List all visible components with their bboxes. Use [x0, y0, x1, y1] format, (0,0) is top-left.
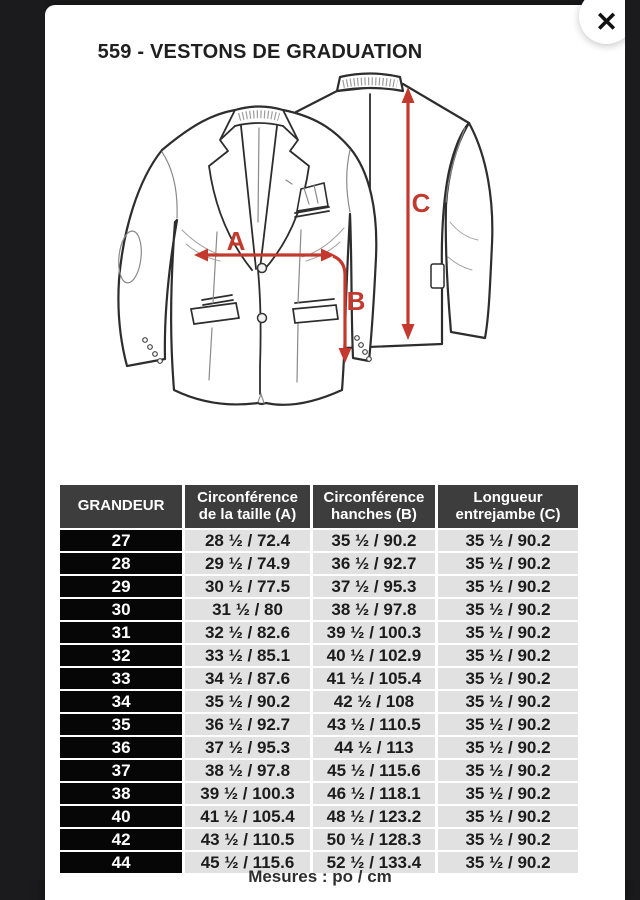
hips-cell: 36 ½ / 92.7 [313, 553, 435, 574]
measure-units-note: Mesures : po / cm [248, 867, 392, 886]
hips-cell: 38 ½ / 97.8 [313, 599, 435, 620]
hips-cell: 46 ½ / 118.1 [313, 783, 435, 804]
inseam-cell: 35 ½ / 90.2 [438, 760, 578, 781]
size-cell: 44 [60, 852, 182, 873]
waist-cell: 43 ½ / 110.5 [185, 829, 310, 850]
size-table-body [60, 530, 578, 873]
size-chart-modal [45, 5, 625, 900]
hips-cell: 42 ½ / 108 [313, 691, 435, 712]
table-row [60, 783, 578, 804]
waist-cell: 29 ½ / 74.9 [185, 553, 310, 574]
size-cell: 29 [60, 576, 182, 597]
table-row [60, 622, 578, 643]
hips-cell: 40 ½ / 102.9 [313, 645, 435, 666]
waist-cell: 37 ½ / 95.3 [185, 737, 310, 758]
table-row [60, 760, 578, 781]
hips-cell: 37 ½ / 95.3 [313, 576, 435, 597]
inseam-cell: 35 ½ / 90.2 [438, 668, 578, 689]
size-cell: 38 [60, 783, 182, 804]
label-a: A [226, 226, 246, 256]
hips-cell: 44 ½ / 113 [313, 737, 435, 758]
table-row [60, 668, 578, 689]
inseam-cell: 35 ½ / 90.2 [438, 553, 578, 574]
hips-cell: 41 ½ / 105.4 [313, 668, 435, 689]
header-waist: Circonférence de la taille (A) [185, 485, 310, 528]
size-cell: 33 [60, 668, 182, 689]
inseam-cell: 35 ½ / 90.2 [438, 645, 578, 666]
header-inseam: Longueur entrejambe (C) [438, 485, 578, 528]
table-row [60, 806, 578, 827]
table-row [60, 645, 578, 666]
waist-cell: 33 ½ / 85.1 [185, 645, 310, 666]
size-chart-table [57, 483, 581, 875]
size-cell: 36 [60, 737, 182, 758]
size-cell: 40 [60, 806, 182, 827]
waist-cell: 45 ½ / 115.6 [185, 852, 310, 873]
page-background-left [0, 0, 45, 880]
waist-cell: 30 ½ / 77.5 [185, 576, 310, 597]
waist-cell: 31 ½ / 80 [185, 599, 310, 620]
label-c: C [411, 188, 431, 218]
hips-cell: 43 ½ / 110.5 [313, 714, 435, 735]
waist-cell: 32 ½ / 82.6 [185, 622, 310, 643]
waist-cell: 35 ½ / 90.2 [185, 691, 310, 712]
table-header-row [60, 485, 578, 528]
waist-cell: 34 ½ / 87.6 [185, 668, 310, 689]
table-row [60, 714, 578, 735]
waist-cell: 38 ½ / 97.8 [185, 760, 310, 781]
waist-cell: 36 ½ / 92.7 [185, 714, 310, 735]
hips-cell: 48 ½ / 123.2 [313, 806, 435, 827]
hips-cell: 50 ½ / 128.3 [313, 829, 435, 850]
inseam-cell: 35 ½ / 90.2 [438, 530, 578, 551]
inseam-cell: 35 ½ / 90.2 [438, 714, 578, 735]
size-cell: 34 [60, 691, 182, 712]
size-cell: 31 [60, 622, 182, 643]
table-row [60, 737, 578, 758]
jacket-measurement-diagram [98, 72, 542, 420]
inseam-cell: 35 ½ / 90.2 [438, 783, 578, 804]
table-row [60, 530, 578, 551]
size-cell: 42 [60, 829, 182, 850]
waist-cell: 41 ½ / 105.4 [185, 806, 310, 827]
hips-cell: 52 ½ / 133.4 [313, 852, 435, 873]
hips-cell: 45 ½ / 115.6 [313, 760, 435, 781]
size-cell: 28 [60, 553, 182, 574]
label-b: B [346, 286, 366, 316]
table-row [60, 599, 578, 620]
inseam-cell: 35 ½ / 90.2 [438, 852, 578, 873]
inseam-cell: 35 ½ / 90.2 [438, 576, 578, 597]
inseam-cell: 35 ½ / 90.2 [438, 806, 578, 827]
header-hips: Circonférence hanches (B) [313, 485, 435, 528]
table-row [60, 691, 578, 712]
inseam-cell: 35 ½ / 90.2 [438, 599, 578, 620]
inseam-cell: 35 ½ / 90.2 [438, 829, 578, 850]
table-row [60, 576, 578, 597]
table-row [60, 829, 578, 850]
hips-cell: 35 ½ / 90.2 [313, 530, 435, 551]
modal-title: 559 - VESTONS DE GRADUATION [97, 41, 423, 63]
size-cell: 27 [60, 530, 182, 551]
size-cell: 37 [60, 760, 182, 781]
inseam-cell: 35 ½ / 90.2 [438, 737, 578, 758]
page-background-right [625, 0, 640, 880]
inseam-cell: 35 ½ / 90.2 [438, 622, 578, 643]
size-cell: 35 [60, 714, 182, 735]
size-cell: 32 [60, 645, 182, 666]
size-cell: 30 [60, 599, 182, 620]
header-grandeur: GRANDEUR [60, 485, 182, 528]
table-row [60, 553, 578, 574]
waist-cell: 39 ½ / 100.3 [185, 783, 310, 804]
waist-cell: 28 ½ / 72.4 [185, 530, 310, 551]
close-icon: ✕ [595, 7, 618, 37]
inseam-cell: 35 ½ / 90.2 [438, 691, 578, 712]
hips-cell: 39 ½ / 100.3 [313, 622, 435, 643]
